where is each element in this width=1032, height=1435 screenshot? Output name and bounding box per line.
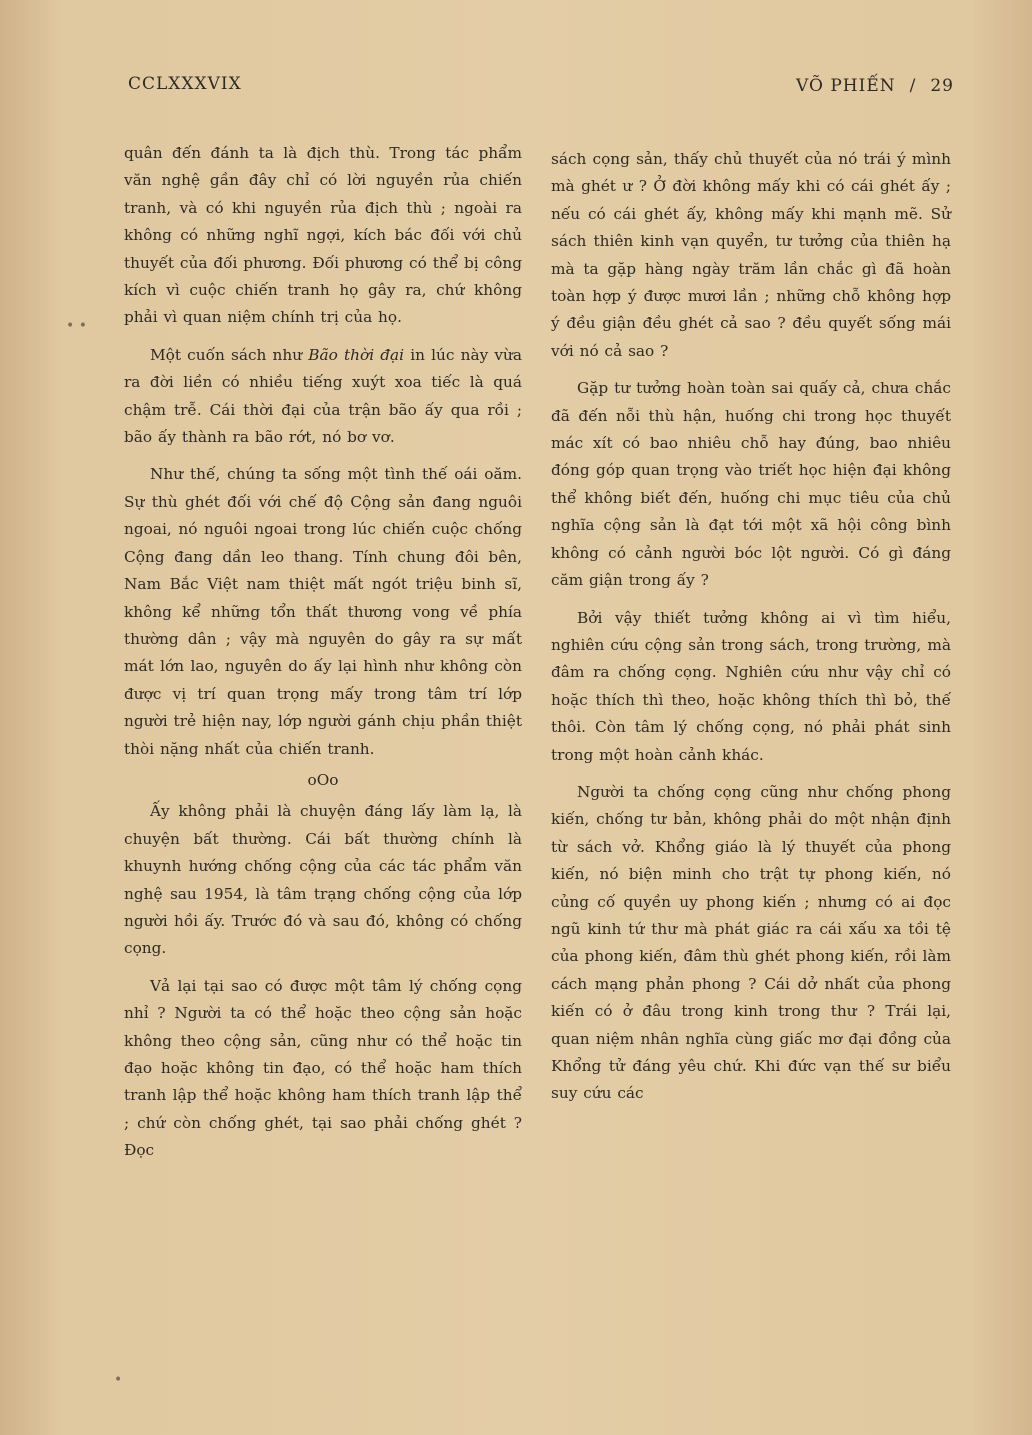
- author-name: VÕ PHIẾN: [796, 76, 896, 96]
- author-page-number: [796, 76, 954, 96]
- right-paragraph-4: Người ta chống cọng cũng như chống phong kiến, chống tư bản, không phải do một nhận định từ sách vở. Khổng giáo là lý thuyết của phong kiến, nó biện minh cho trật tự phong kiến, nó củng cố quyền uy phong kiến ; nhưng có ai đọc ngũ kinh tứ thư mà phát giác ra cái xấu xa tồi tệ của phong kiến, đâm thù ghét phong kiến, rồi làm cách mạng phản phong ? Cái dở nhất của phong kiến có ở đâu trong kinh trong thư ? Trái lại, quan niệm nhân nghĩa cùng giấc mơ đại đồng của Khổng tử đáng yêu chứ. Khi đức vạn thế sư biểu suy cứu các: [551, 782, 951, 1103]
- speck-mark: •: [114, 1372, 123, 1388]
- left-column: [124, 140, 522, 1175]
- left-paragraph-1: quân đến đánh ta là địch thù. Trong tác phẩm văn nghệ gần đây chỉ có lời nguyền rủa chiến tranh, và có khi nguyền rủa địch thù ; ngoài ra không có những nghĩ ngợi, kích bác đối với chủ thuyết của đối phương. Đối phương có thể bị công kích vì cuộc chiến tranh họ gây ra, chứ không phải vì quan niệm chính trị của họ.: [124, 144, 522, 327]
- page-header: [0, 74, 1032, 104]
- p2-after: in lúc này vừa ra đời liền có nhiều tiếng xuýt xoa tiếc là quá chậm trễ. Cái thời đại của trận bão ấy qua rồi ; bão ấy thành ra bão rớt, nó bơ vơ.: [124, 345, 523, 447]
- left-paragraph-2: [124, 342, 522, 452]
- binding-hole-mark: • •: [66, 318, 87, 334]
- p2-before: Một cuốn sách như: [150, 345, 309, 364]
- right-paragraph-1: sách cọng sản, thấy chủ thuyết của nó trái ý mình mà ghét ư ? Ở đời không mấy khi có cái ghét ấy ; nếu có cái ghét ấy, không mấy khi mạnh mẽ. Sử sách thiên kinh vạn quyển, tư tưởng của thiên hạ mà ta gặp hàng ngày trăm lần chắc gì đã hoàn toàn hợp ý được mươi lần ; những chỗ không hợp ý đều giận đều ghét cả sao ? đều quyết sống mái với nó cả sao ?: [551, 150, 951, 360]
- right-paragraph-3: Bởi vậy thiết tưởng không ai vì tìm hiểu, nghiên cứu cộng sản trong sách, trong trường, mà đâm ra chống cọng. Nghiên cứu như vậy chỉ có hoặc thích thì theo, hoặc không thích thì bỏ, thế thôi. Còn tâm lý chống cọng, nó phải phát sinh trong một hoàn cảnh khác.: [551, 608, 951, 764]
- header-separator: /: [909, 76, 917, 96]
- running-head: CCLXXXVIX: [128, 74, 242, 94]
- book-title: Bão thời đại: [308, 345, 405, 364]
- section-separator: oOo: [307, 770, 339, 789]
- left-paragraph-5: Vả lại tại sao có được một tâm lý chống cọng nhỉ ? Người ta có thể hoặc theo cộng sản hoặc không theo cộng sản, cũng như có thể hoặc tin đạo hoặc không tin đạo, có thể hoặc ham thích tranh lập thể hoặc không ham thích tranh lập thể ; chứ còn chống ghét, tại sao phải chống ghét ? Đọc: [124, 976, 522, 1160]
- right-paragraph-2: Gặp tư tưởng hoàn toàn sai quấy cả, chưa chắc đã đến nỗi thù hận, huống chi trong học thuyết mác xít có bao nhiêu chỗ hay đúng, bao nhiêu đóng góp quan trọng vào triết học hiện đại không thể không biết đến, huống chi mục tiêu của chủ nghĩa cộng sản là đạt tới một xã hội công bình không có cảnh người bóc lột người. Có gì đáng căm giận trong ấy ?: [551, 379, 951, 590]
- right-column: [551, 146, 951, 1118]
- left-paragraph-3: Như thế, chúng ta sống một tình thế oái oăm. Sự thù ghét đối với chế độ Cộng sản đang nguôi ngoai, nó nguôi ngoai trong lúc chiến cuộc chống Cộng đang dần leo thang. Tính chung đôi bên, Nam Bắc Việt nam thiệt mất ngót triệu binh sĩ, không kể những tổn thất thương vong về phía thường dân ; vậy mà nguyên do gây ra sự mất mát lớn lao, nguyên do ấy lại hình như không còn được vị trí quan trọng mấy trong tâm trí lớp người trẻ hiện nay, lớp người gánh chịu phần thiệt thòi nặng nhất của chiến tranh.: [124, 465, 522, 758]
- left-paragraph-4: Ấy không phải là chuyện đáng lấy làm lạ, là chuyện bất thường. Cái bất thường chính là khuynh hướng chống cộng của các tác phẩm văn nghệ sau 1954, là tâm trạng chống cộng của lớp người hồi ấy. Trước đó và sau đó, không có chống cọng.: [124, 802, 522, 958]
- page-number: 29: [930, 76, 954, 96]
